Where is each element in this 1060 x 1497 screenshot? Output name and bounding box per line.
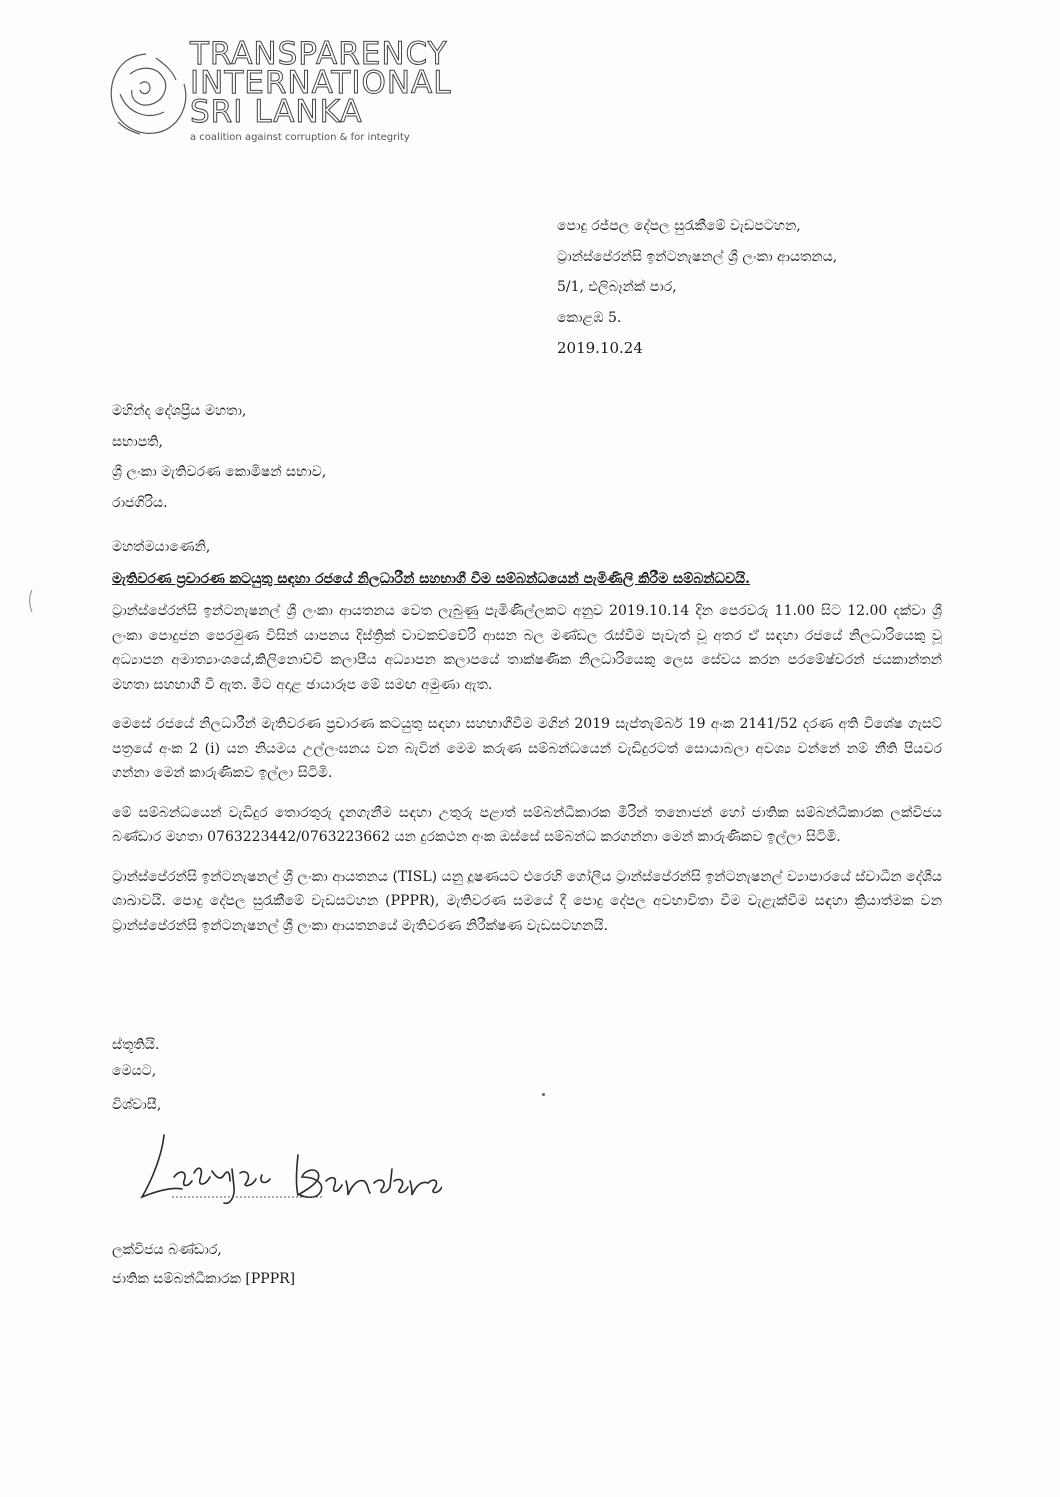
body-paragraph: ට්‍රාන්ස්පේරන්සි ඉන්ටනැෂනල් ශ්‍රී ලංකා ආයතනය (TISL) යනු දූෂණයට එරෙහි ගෝලීය ට්‍රාන්ස්පේරන්සි ඉන්ටනැෂනල් ව්‍යාපාරයේ ස්වාධීන දේශීය ශාඛාවයි. පොදු දේපල සුරැකීමේ වැඩසටහන (PPPR), මැතිවරණ සමයේ දී පොදු දේපල අවභාවිතා වීම වැළැක්වීම සඳහා ක්‍රියාත්මක වන ට්‍රාන්ස්පේරන්සි ඉන්ටනැෂනල් ශ්‍රී ලංකා ආයතනයේ මැතිවරණ නිරීක්ෂණ වැඩසටහනයි. (112, 868, 942, 934)
signatory-position: ජාතික සම්බන්ධීකාරක [PPPR] (112, 1271, 296, 1287)
closing-to: මෙයට, (112, 1063, 157, 1079)
recipient-org: ශ්‍රී ලංකා මැතිවරණ කොමිෂන් සභාව, (112, 464, 327, 480)
scan-speck (542, 1093, 545, 1096)
recipient-address (112, 396, 326, 518)
logo-line-2: INTERNATIONAL (190, 65, 452, 101)
logo-line-3: SRI LANKA (190, 94, 363, 130)
body-paragraph: මෙසේ රජයේ නිලධාරීන් මැතිවරණ ප්‍රචාරණ කටයුතු සඳහා සහභාගීවීම මගින් 2019 සැප්තැම්බර් 19 අංක 2141/52 දරණ අති විශේෂ ගැසට් පත්‍රයේ අංක 2 (i) යන නියමය උල්ලංඝනය වන බැවින් මෙම කරුණ සම්බන්ධයෙන් වැඩිදුරටත් සොයාබලා අවශ්‍ය වන්නේ නම් නීති පියවර ගන්නා මෙන් කාරුණිකව ඉල්ලා සිටිමි. (112, 716, 942, 781)
handwritten-signature (112, 1125, 442, 1215)
salutation: මහත්මයාණෙනි, (112, 539, 211, 555)
sender-line: 5/1, එලිබෑන්ක් පාර, (557, 279, 677, 295)
letter-date: 2019.10.24 (557, 339, 643, 357)
sender-line: කොළඹ 5. (557, 309, 622, 326)
closing-regards: විශ්වාසී, (112, 1097, 162, 1113)
tisl-logo-text (190, 36, 460, 143)
closing-thanks: ස්තූතියි. (112, 1037, 160, 1053)
scan-mark (28, 590, 34, 612)
subject-line: මැතිවරණ ප්‍රචාරණ කටයුතු සඳහා රජයේ නිලධාරීන් සහභාගී වීම සම්බන්ධයෙන් පැමිණිලි කිරීම සම්බන්ධවයි. (112, 571, 750, 587)
logo-tagline: a coalition against corruption & for integrity (190, 132, 410, 143)
body-paragraph: ට්‍රාන්ස්පේරන්සි ඉන්ටනැෂනල් ශ්‍රී ලංකා ආයතනය වෙත ලැබුණු පැමිණිල්ලකට අනුව 2019.10.14 දින පෙරවරු 11.00 සිට 12.00 දක්වා ශ්‍රී ලංකා පොදුජන පෙරමුණ විසින් යාපනය දිස්ත්‍රික් චාවකච්චේරි ආසන බල මණ්ඩල රැස්වීම පැවැත් වූ අතර ඒ සඳහා රජයේ නිලධාරියෙකු වූ අධ්‍යාපන අමාත්‍යාංශයේ,කිලිනොච්චි කලාපීය අධ්‍යාපන කලාපයේ තාක්ෂණික නිලධාරියෙකු ලෙස සේවය කරන පරමේෂ්වරන් ජයකාන්තන් මහතා සහභාගී වී ඇත. මීට අදාළ ඡායාරූප මේ සමඟ අමුණා ඇත. (112, 603, 942, 693)
logo-line-1: TRANSPARENCY (190, 36, 448, 72)
recipient-place: රාජගිරිය. (112, 494, 168, 511)
recipient-name: මහින්ද දේශප්‍රිය මහතා, (112, 403, 247, 419)
closing-block (112, 1032, 159, 1084)
sender-line: ට්‍රාන්ස්පේරන්සි ඉන්ටනැෂනල් ශ්‍රී ලංකා ආයතනය, (557, 248, 838, 265)
tisl-logo-icon (100, 44, 192, 144)
body-paragraph: මේ සම්බන්ධයෙන් වැඩිදුර තොරතුරු දැනගැනීම සඳහා උතුරු පළාත් සම්බන්ධීකාරක මීරින් තනොජන් හෝ ජාතික සම්බන්ධීකාරක ලක්විජය බණ්ඩාර මහතා 0763223442/0763223662 යන දුරකථන අංක ඔස්සේ සම්බන්ධ කරගන්නා මෙන් කාරුණිකව ඉල්ලා සිටිමි. (112, 804, 942, 845)
sender-address (557, 211, 837, 364)
letter-body (112, 599, 942, 953)
recipient-title: සභාපති, (112, 433, 163, 450)
signatory-name: ලක්විජය බණ්ඩාර, (112, 1242, 222, 1258)
sender-line: පොදු රජ්පල දේපල සුරැකීමේ වැඩපටහන, (557, 218, 801, 234)
signatory-block (112, 1236, 295, 1294)
